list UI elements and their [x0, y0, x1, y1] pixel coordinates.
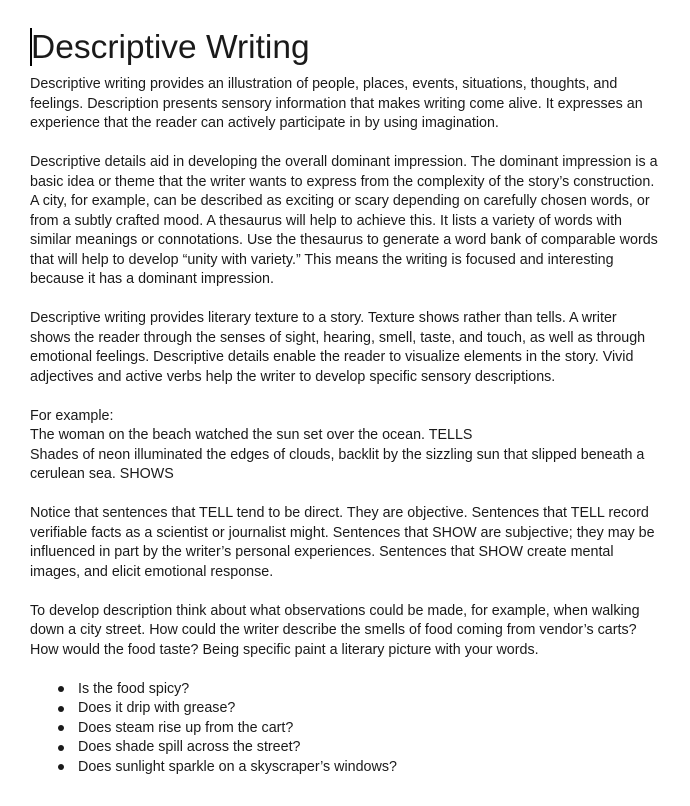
- title-block[interactable]: [30, 26, 660, 72]
- paragraph-tell-vs-show[interactable]: Notice that sentences that TELL tend to be direct. They are objective. Sentences that TELL record verifiable facts as a scientist or journalist might. Sentences that SHOW are subjective; they may be influenced in part by the writer’s personal experiences. Sentences that SHOW create mental images, and elicit emotional response.: [30, 505, 655, 580]
- paragraph-literary-texture[interactable]: Descriptive writing provides literary texture to a story. Texture shows rather than tells. A writer shows the reader through the senses of sight, hearing, smell, taste, and touch, as well as through emotional feelings. Descriptive details enable the reader to visualize elements in the story. Vivid adjectives and active verbs help the writer to develop specific sensory descriptions.: [30, 310, 646, 385]
- list-item-text: Does sunlight sparkle on a skyscraper’s windows?: [78, 758, 397, 775]
- list-item[interactable]: [58, 680, 660, 700]
- list-item[interactable]: [58, 758, 660, 778]
- list-item[interactable]: [58, 719, 660, 739]
- document-page[interactable]: [30, 26, 660, 777]
- bullet-icon: [58, 764, 64, 770]
- bullet-icon: [58, 725, 64, 731]
- question-list: [30, 680, 660, 778]
- list-item-text: Does steam rise up from the cart?: [78, 719, 294, 736]
- example-tells[interactable]: The woman on the beach watched the sun set over the ocean. TELLS: [30, 427, 473, 443]
- list-item-text: Is the food spicy?: [78, 680, 190, 697]
- bullet-icon: [58, 706, 64, 712]
- paragraph-observations[interactable]: To develop description think about what observations could be made, for example, when walking down a city street. How could the writer describe the smells of food coming from vendor’s carts? How would the food taste? Being specific paint a literary picture with your words.: [30, 602, 640, 658]
- list-item[interactable]: [58, 738, 660, 758]
- bullet-icon: [58, 745, 64, 751]
- example-label[interactable]: For example:: [30, 407, 114, 424]
- list-item[interactable]: [58, 699, 660, 719]
- list-item-text: Does it drip with grease?: [78, 700, 236, 716]
- paragraph-dominant-impression[interactable]: Descriptive details aid in developing the overall dominant impression. The dominant impression is a basic idea or theme that the writer wants to express from the complexity of the story’s construction. A city, for example, can be described as exciting or scary depending on carefully chosen words, or from a subtly crafted mood. A thesaurus will help to achieve this. It lists a variety of words with similar meanings or connotations. Use the thesaurus to generate a word bank of comparable words that will help to develop “unity with variety.” This means the writing is focused and interesting because it has a dominant impression.: [30, 154, 658, 287]
- example-shows[interactable]: Shades of neon illuminated the edges of clouds, backlit by the sizzling sun that slipped beneath a cerulean sea. SHOWS: [30, 446, 645, 482]
- example-block[interactable]: [30, 407, 660, 485]
- list-item-text: Does shade spill across the street?: [78, 739, 301, 755]
- page-title[interactable]: Descriptive Writing: [31, 29, 310, 66]
- bullet-icon: [58, 686, 64, 692]
- paragraph-intro[interactable]: Descriptive writing provides an illustration of people, places, events, situations, thoughts, and feelings. Description presents sensory information that makes writing come alive. It expresses an experience that the reader can actively participate in by using imagination.: [30, 76, 643, 131]
